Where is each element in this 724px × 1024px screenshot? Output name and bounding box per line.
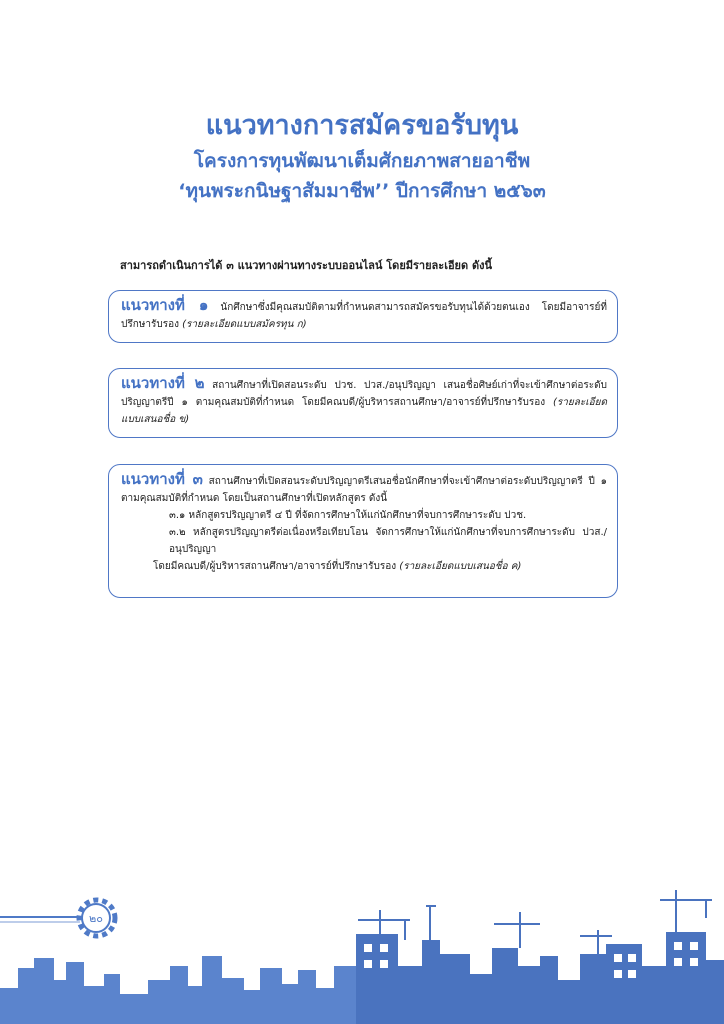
option-3-item-1: ๓.๑ หลักสูตรปริญญาตรี ๔ ปี ที่จัดการศึกษาให้แก่นักศึกษาที่จบการศึกษาระดับ ปวช. (169, 510, 527, 521)
option-box-1 (108, 290, 618, 343)
option-3-intro (121, 471, 607, 507)
page-subtitle-1: โครงการทุนพัฒนาเต็มศักยภาพสายอาชีพ (193, 150, 531, 172)
option-3-note: (รายละเอียดแบบเสนอชื่อ ค) (399, 561, 522, 572)
option-1-text: นักศึกษาซึ่งมีคุณสมบัติตามที่กำหนดสามารถสมัครขอรับทุนได้ด้วยตนเอง โดยมีอาจารย์ที่ปรึกษารับรอง (121, 302, 607, 330)
option-box-3 (108, 464, 618, 598)
option-1-note: (รายละเอียดแบบสมัครทุน ก) (182, 319, 307, 330)
title-block (0, 108, 724, 206)
intro-text: สามารถดำเนินการได้ ๓ แนวทางผ่านทางระบบออนไลน์ โดยมีรายละเอียด ดังนี้ (120, 259, 493, 272)
option-3-text: สถานศึกษาที่เปิดสอนระดับปริญญาตรีเสนอชื่อนักศึกษาที่จะเข้าศึกษาต่อระดับปริญญาตรี ปี ๑ ตามคุณสมบัติที่กำหนด โดยเป็นสถานศึกษาที่เปิดหลักสูตร ดังนี้ (121, 476, 607, 504)
option-2-note: (รายละเอียดแบบเสนอชื่อ ข) (121, 397, 607, 425)
option-3-closing (121, 558, 607, 575)
page-subtitle-2: ‘ทุนพระกนิษฐาสัมมาชีพ’’ ปีการศึกษา ๒๕๖๓ (178, 180, 546, 202)
option-3-closing-text: โดยมีคณบดี/ผู้บริหารสถานศึกษา/อาจารย์ที่ปรึกษารับรอง (153, 561, 400, 572)
page-title: แนวทางการสมัครขอรับทุน (205, 110, 519, 141)
option-3-item-2: ๓.๒ หลักสูตรปริญญาตรีต่อเนื่องหรือเทียบโอน จัดการศึกษาให้แก่นักศึกษาที่จบการศึกษาระดับ ปวส./อนุปริญญา (169, 527, 607, 555)
city-skyline-illustration (0, 870, 724, 1024)
page-number: ๒๐ (89, 912, 103, 925)
option-2-text: สถานศึกษาที่เปิดสอนระดับ ปวช. ปวส./อนุปริญญา เสนอชื่อศิษย์เก่าที่จะเข้าศึกษาต่อระดับปริญญาตรีปี ๑ ตามคุณสมบัติที่กำหนด โดยมีคณบดี/ผู้บริหารสถานศึกษา/อาจารย์ที่ปรึกษารับรอง (121, 380, 607, 408)
option-3-heading: แนวทางที่ ๓ (121, 470, 203, 488)
option-box-2 (108, 368, 618, 438)
option-2-heading: แนวทางที่ ๒ (121, 374, 205, 392)
option-1-heading: แนวทางที่ ๑ (121, 296, 209, 314)
footer-decoration (0, 870, 724, 1024)
